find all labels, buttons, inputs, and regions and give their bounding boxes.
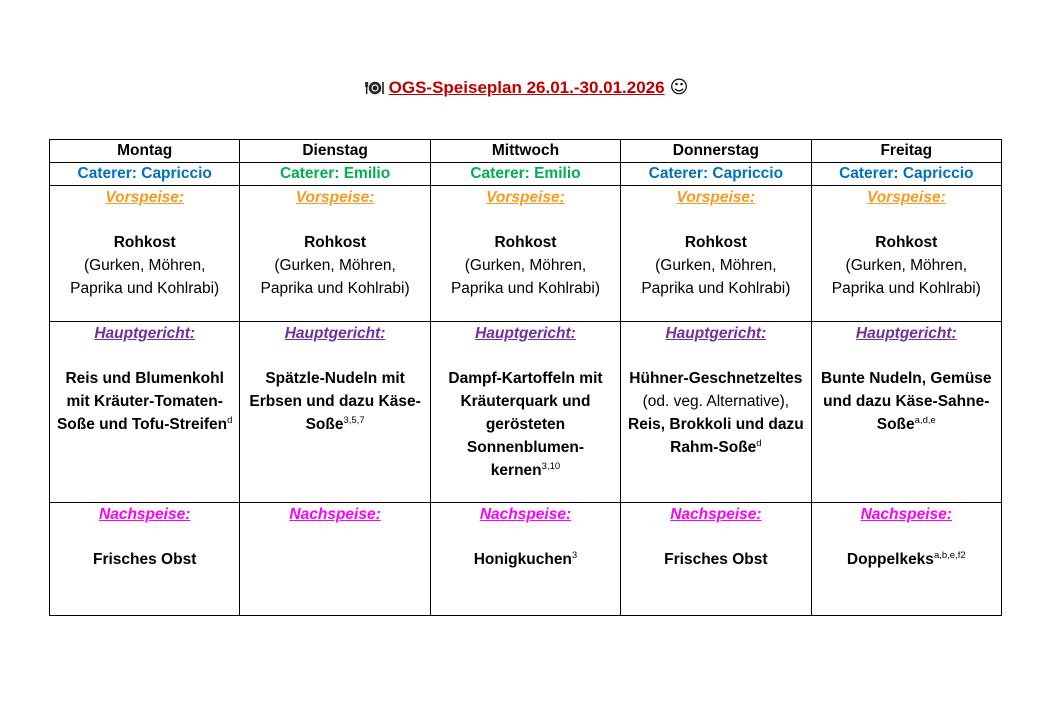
nachspeise-cell-monday xyxy=(50,503,240,616)
vorspeise-cell-friday xyxy=(811,186,1001,322)
hauptgericht-row xyxy=(50,322,1002,503)
vorspeise-label: Vorspeise: xyxy=(486,189,565,206)
vorspeise-title: Rohkost xyxy=(304,234,367,251)
menu-table xyxy=(49,139,1002,616)
allergen-note: d xyxy=(756,438,762,449)
nachspeise-label: Nachspeise: xyxy=(860,506,952,523)
hauptgericht-alternative: (od. veg. Alternative), xyxy=(642,393,790,410)
vorspeise-label: Vorspeise: xyxy=(676,189,756,206)
nachspeise-cell-tuesday xyxy=(240,503,430,616)
vorspeise-title: Rohkost xyxy=(494,234,557,251)
hauptgericht-text: Reis und Blumenkohl mit Kräuter-Tomaten-Soße und Tofu-Streifen xyxy=(56,370,228,433)
nachspeise-label: Nachspeise: xyxy=(99,506,191,523)
allergen-note: a,b,e,f2 xyxy=(933,550,966,561)
hauptgericht-label: Hauptgericht: xyxy=(855,325,957,342)
nachspeise-text: Frisches Obst xyxy=(93,551,197,568)
nachspeise-text: Doppelkeks xyxy=(846,551,934,568)
hauptgericht-text: Bunte Nudeln, Gemüse und dazu Käse-Sahne-Soße xyxy=(821,370,992,433)
nachspeise-cell-friday xyxy=(811,503,1001,616)
day-header-wednesday: Mittwoch xyxy=(430,140,620,163)
day-header-monday: Montag xyxy=(50,140,240,163)
hauptgericht-cell-monday xyxy=(50,322,240,503)
day-header-thursday: Donnerstag xyxy=(621,140,811,163)
caterer-monday: Caterer: Capriccio xyxy=(50,163,240,186)
vorspeise-cell-wednesday xyxy=(430,186,620,322)
hauptgericht-cell-wednesday xyxy=(430,322,620,503)
day-header-tuesday: Dienstag xyxy=(240,140,430,163)
smiley-icon: ☺ xyxy=(669,77,689,98)
vorspeise-title: Rohkost xyxy=(113,234,176,251)
page-title xyxy=(0,76,1053,103)
nachspeise-text: Honigkuchen xyxy=(473,551,572,568)
vorspeise-detail: (Gurken, Möhren, Paprika und Kohlrabi) xyxy=(450,257,600,297)
vorspeise-cell-tuesday xyxy=(240,186,430,322)
hauptgericht-text: Spätzle-Nudeln mit Erbsen und dazu Käse-Soße xyxy=(249,370,421,433)
hauptgericht-label: Hauptgericht: xyxy=(475,325,576,342)
vorspeise-detail: (Gurken, Möhren, Paprika und Kohlrabi) xyxy=(70,257,220,297)
vorspeise-title: Rohkost xyxy=(684,234,747,251)
hauptgericht-text: Hühner-Geschnetzeltes xyxy=(629,370,803,387)
allergen-note: a,d,e xyxy=(914,415,936,426)
nachspeise-cell-thursday xyxy=(621,503,811,616)
hauptgericht-text-sides: Reis, Brokkoli und dazu Rahm-Soße xyxy=(628,416,804,456)
caterer-wednesday: Caterer: Emilio xyxy=(430,163,620,186)
day-header-friday: Freitag xyxy=(811,140,1001,163)
vorspeise-label: Vorspeise: xyxy=(295,189,375,206)
vorspeise-detail: (Gurken, Möhren, Paprika und Kohlrabi) xyxy=(641,257,791,297)
vorspeise-row xyxy=(50,186,1002,322)
plan-title: OGS-Speiseplan 26.01.-30.01.2026 xyxy=(388,78,665,97)
nachspeise-text: Frisches Obst xyxy=(664,551,768,568)
hauptgericht-label: Hauptgericht: xyxy=(284,325,386,342)
vorspeise-label: Vorspeise: xyxy=(866,189,946,206)
hauptgericht-label: Hauptgericht: xyxy=(94,325,196,342)
hauptgericht-cell-thursday xyxy=(621,322,811,503)
vorspeise-title: Rohkost xyxy=(875,234,938,251)
allergen-note: 3,10 xyxy=(541,461,561,472)
vorspeise-cell-monday xyxy=(50,186,240,322)
vorspeise-cell-thursday xyxy=(621,186,811,322)
hauptgericht-cell-friday xyxy=(811,322,1001,503)
plate-cutlery-icon xyxy=(365,79,385,103)
nachspeise-row xyxy=(50,503,1002,616)
caterer-thursday: Caterer: Capriccio xyxy=(621,163,811,186)
nachspeise-label: Nachspeise: xyxy=(289,506,381,523)
vorspeise-label: Vorspeise: xyxy=(105,189,185,206)
hauptgericht-cell-tuesday xyxy=(240,322,430,503)
vorspeise-detail: (Gurken, Möhren, Paprika und Kohlrabi) xyxy=(260,257,410,297)
caterer-row xyxy=(50,163,1002,186)
hauptgericht-label: Hauptgericht: xyxy=(665,325,767,342)
allergen-note: d xyxy=(227,415,233,426)
nachspeise-label: Nachspeise: xyxy=(479,506,572,523)
allergen-note: 3 xyxy=(571,550,578,561)
nachspeise-cell-wednesday xyxy=(430,503,620,616)
nachspeise-label: Nachspeise: xyxy=(670,506,762,523)
day-header-row xyxy=(50,140,1002,163)
caterer-tuesday: Caterer: Emilio xyxy=(240,163,430,186)
allergen-note: 3,5,7 xyxy=(343,415,365,426)
hauptgericht-text: Dampf-Kartoffeln mit Kräuterquark und gerösteten Sonnenblumen-kernen xyxy=(448,370,603,479)
vorspeise-detail: (Gurken, Möhren, Paprika und Kohlrabi) xyxy=(831,257,981,297)
caterer-friday: Caterer: Capriccio xyxy=(811,163,1001,186)
